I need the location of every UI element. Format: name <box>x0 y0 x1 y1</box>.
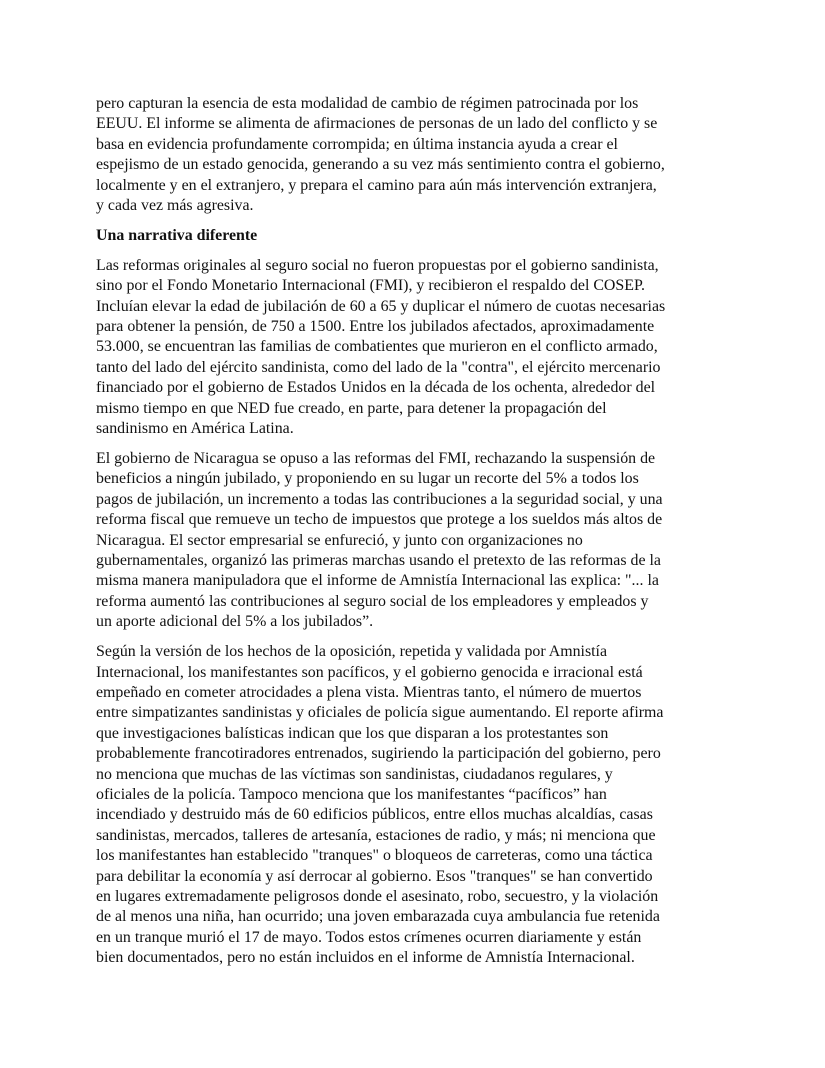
paragraph-intro: pero capturan la esencia de esta modalidad de cambio de régimen patrocinada por los EEUU. El informe se alimenta de afirmaciones de personas de un lado del conflicto y se basa en evidencia profundamente corrompida; en última instancia ayuda a crear el espejismo de un estado genocida, generando a su vez más sentimiento contra el gobierno, localmente y en el extranjero, y prepara el camino para aún más intervención extranjera, y cada vez más agresiva. <box>96 95 665 215</box>
section-heading: Una narrativa diferente <box>96 226 258 244</box>
paragraph-opposition-version: Según la versión de los hechos de la oposición, repetida y validada por Amnistía Internacional, los manifestantes son pacíficos, y el gobierno genocida e irracional está empeñado en cometer atrocidades a plena vista. Mientras tanto, el número de muertos entre simpatizantes sandinistas y oficiales de policía sigue aumentando. El reporte afirma que investigaciones balísticas indican que los que disparan a los protestantes son probablemente francotiradores entrenados, sugiriendo la participación del gobierno, pero no menciona que muchas de las víctimas son sandinistas, ciudadanos regulares, y oficiales de la policía. Tampoco menciona que los manifestantes “pacíficos” han incendiado y destruido más de 60 edificios públicos, entre ellos muchas alcaldías, casas sandinistas, mercados, talleres de artesanía, estaciones de radio, y más; ni menciona que los manifestantes han establecido "tranques" o bloqueos de carreteras, como una táctica para debilitar la economía y así derrocar al gobierno. Esos "tranques" se han convertido en lugares extremadamente peligrosos donde el asesinato, robo, secuestro, y la violación de al menos una niña, han ocurrido; una joven embarazada cuya ambulancia fue retenida en un tranque murió el 17 de mayo. Todos estos crímenes ocurren diariamente y están bien documentados, pero no están incluidos en el informe de Amnistía Internacional. <box>96 643 664 967</box>
document-page <box>96 94 686 978</box>
paragraph-government-opposition: El gobierno de Nicaragua se opuso a las reformas del FMI, rechazando la suspensión de beneficios a ningún jubilado, y proponiendo en su lugar un recorte del 5% a todos los pagos de jubilación, un incremento a todas las contribuciones a la seguridad social, y una reforma fiscal que remueve un techo de impuestos que protege a los sueldos más altos de Nicaragua. El sector empresarial se enfureció, y junto con organizaciones no gubernamentales, organizó las primeras marchas usando el pretexto de las reformas de la misma manera manipuladora que el informe de Amnistía Internacional las explica: "... la reforma aumentó las contribuciones al seguro social de los empleadores y empleados y un aporte adicional del 5% a los jubilados”. <box>96 450 663 631</box>
paragraph-reforms: Las reformas originales al seguro social no fueron propuestas por el gobierno sandinista, sino por el Fondo Monetario Internacional (FMI), y recibieron el respaldo del COSEP. Incluían elevar la edad de jubilación de 60 a 65 y duplicar el número de cuotas necesarias para obtener la pensión, de 750 a 1500. Entre los jubilados afectados, aproximadamente 53.000, se encuentran las familias de combatientes que murieron en el conflicto armado, tanto del lado del ejército sandinista, como del lado de la "contra", el ejército mercenario financiado por el gobierno de Estados Unidos en la década de los ochenta, alrededor del mismo tiempo en que NED fue creado, en parte, para detener la propagación del sandinismo en América Latina. <box>96 256 666 438</box>
